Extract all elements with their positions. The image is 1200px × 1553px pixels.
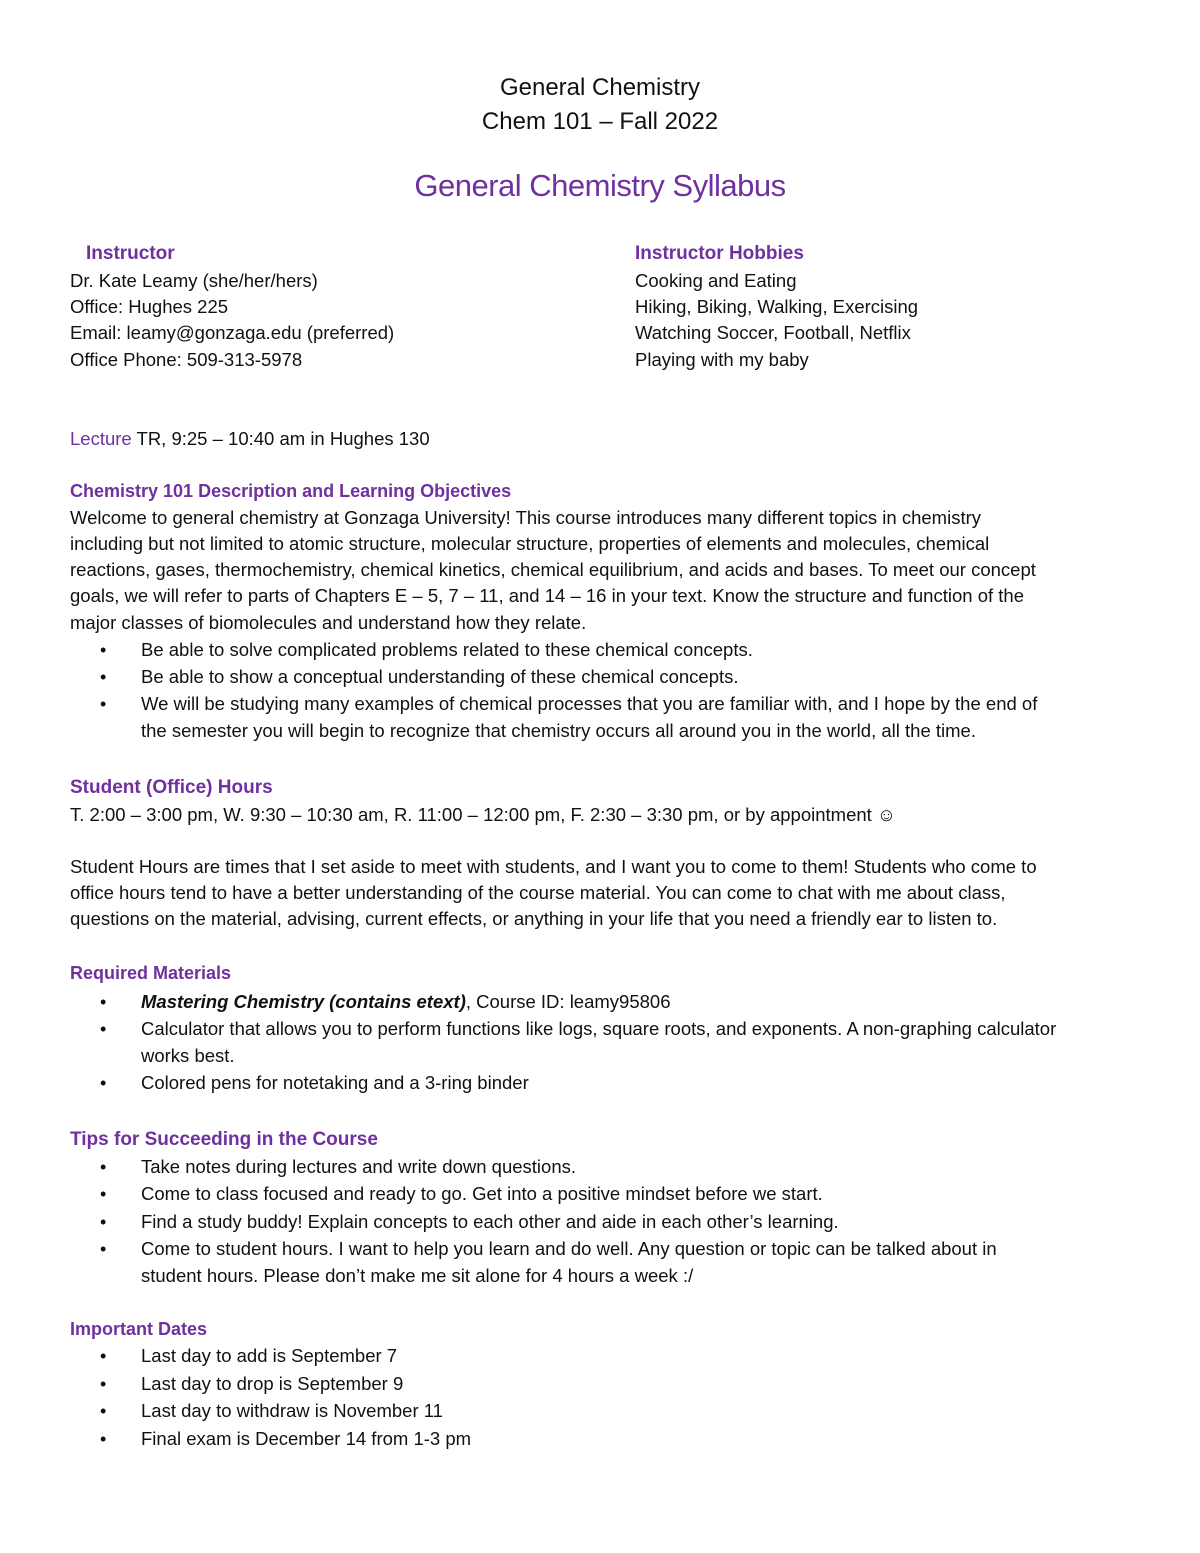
instructor-name: Dr. Kate Leamy (she/her/hers) — [70, 270, 318, 291]
hours-line: office hours tend to have a better understanding of the course material. You can come to chat with me about class, — [70, 882, 1006, 903]
description-line: goals, we will refer to parts of Chapters E – 5, 7 – 11, and 14 – 16 in your text. Know the structure and function of the — [70, 585, 1024, 606]
material-item: Calculator that allows you to perform functions like logs, square roots, and exponents. A non-graphing calculator — [141, 1018, 1057, 1039]
tip-item: Come to student hours. I want to help you learn and do well. Any question or topic can be talked about in — [141, 1238, 997, 1259]
description-heading: Chemistry 101 Description and Learning Objectives — [70, 481, 512, 501]
hobby-item: Playing with my baby — [635, 349, 809, 370]
bullet-icon: • — [100, 1019, 107, 1039]
bullet-icon: • — [100, 667, 107, 687]
hobbies-heading: Instructor Hobbies — [635, 243, 804, 264]
course-name: General Chemistry — [499, 74, 701, 101]
date-item: Last day to withdraw is November 11 — [141, 1400, 443, 1421]
bullet-icon: • — [100, 1429, 107, 1449]
hours-heading: Student (Office) Hours — [70, 777, 273, 798]
lecture-info — [70, 426, 430, 452]
dates-heading: Important Dates — [70, 1319, 208, 1339]
page-title: General Chemistry Syllabus — [414, 168, 786, 203]
bullet-icon: • — [100, 1212, 107, 1232]
bullet-icon: • — [100, 1157, 107, 1177]
course-id: , Course ID: leamy95806 — [465, 991, 671, 1012]
hours-schedule: T. 2:00 – 3:00 pm, W. 9:30 – 10:30 am, R. 11:00 – 12:00 pm, F. 2:30 – 3:30 pm, or by appointment ☺ — [70, 804, 896, 825]
materials-heading: Required Materials — [70, 963, 232, 983]
material-item — [141, 989, 671, 1015]
hobby-item: Hiking, Biking, Walking, Exercising — [635, 296, 919, 317]
objective-item: Be able to show a conceptual understanding of these chemical concepts. — [141, 666, 739, 687]
instructor-office: Office: Hughes 225 — [70, 296, 229, 317]
description-line: including but not limited to atomic structure, molecular structure, properties of elements and molecules, chemical — [70, 533, 990, 554]
instructor-heading: Instructor — [86, 243, 175, 264]
instructor-phone: Office Phone: 509-313-5978 — [70, 349, 303, 370]
objective-item-cont: the semester you will begin to recognize that chemistry occurs all around you in the world, all the time. — [141, 720, 976, 741]
course-code: Chem 101 – Fall 2022 — [481, 108, 719, 135]
tips-heading: Tips for Succeeding in the Course — [70, 1129, 378, 1150]
textbook-title: Mastering Chemistry (contains etext) — [141, 991, 466, 1012]
bullet-icon: • — [100, 1239, 107, 1259]
date-item: Last day to add is September 7 — [141, 1345, 398, 1366]
bullet-icon: • — [100, 1184, 107, 1204]
objective-item: Be able to solve complicated problems related to these chemical concepts. — [141, 639, 753, 660]
bullet-icon: • — [100, 1401, 107, 1421]
hobby-item: Watching Soccer, Football, Netflix — [635, 322, 911, 343]
hobby-item: Cooking and Eating — [635, 270, 797, 291]
material-item: Colored pens for notetaking and a 3-ring binder — [141, 1072, 529, 1093]
date-item: Final exam is December 14 from 1-3 pm — [141, 1428, 472, 1449]
material-item-cont: works best. — [141, 1045, 235, 1066]
description-line: reactions, gases, thermochemistry, chemical kinetics, chemical equilibrium, and acids and bases. To meet our concept — [70, 559, 1036, 580]
tip-item: Come to class focused and ready to go. Get into a positive mindset before we start. — [141, 1183, 823, 1204]
instructor-email: Email: leamy@gonzaga.edu (preferred) — [70, 322, 395, 343]
objective-item: We will be studying many examples of chemical processes that you are familiar with, and I hope by the end of — [141, 693, 1038, 714]
description-line: major classes of biomolecules and understand how they relate. — [70, 612, 587, 633]
date-item: Last day to drop is September 9 — [141, 1373, 404, 1394]
hours-line: Student Hours are times that I set aside to meet with students, and I want you to come to them! Students who come to — [70, 856, 1037, 877]
bullet-icon: • — [100, 640, 107, 660]
hours-line: questions on the material, advising, current effects, or anything in your life that you need a friendly ear to listen to. — [70, 908, 998, 929]
bullet-icon: • — [100, 1346, 107, 1366]
bullet-icon: • — [100, 694, 107, 714]
bullet-icon: • — [100, 1073, 107, 1093]
description-line: Welcome to general chemistry at Gonzaga University! This course introduces many different topics in chemistry — [70, 507, 981, 528]
bullet-icon: • — [100, 1374, 107, 1394]
lecture-label: Lecture — [70, 428, 132, 449]
lecture-time: TR, 9:25 – 10:40 am in Hughes 130 — [131, 428, 430, 449]
tip-item: Find a study buddy! Explain concepts to each other and aide in each other’s learning. — [141, 1211, 839, 1232]
bullet-icon: • — [100, 992, 107, 1012]
tip-item-cont: student hours. Please don’t make me sit alone for 4 hours a week :/ — [141, 1265, 694, 1286]
tip-item: Take notes during lectures and write down questions. — [141, 1156, 577, 1177]
